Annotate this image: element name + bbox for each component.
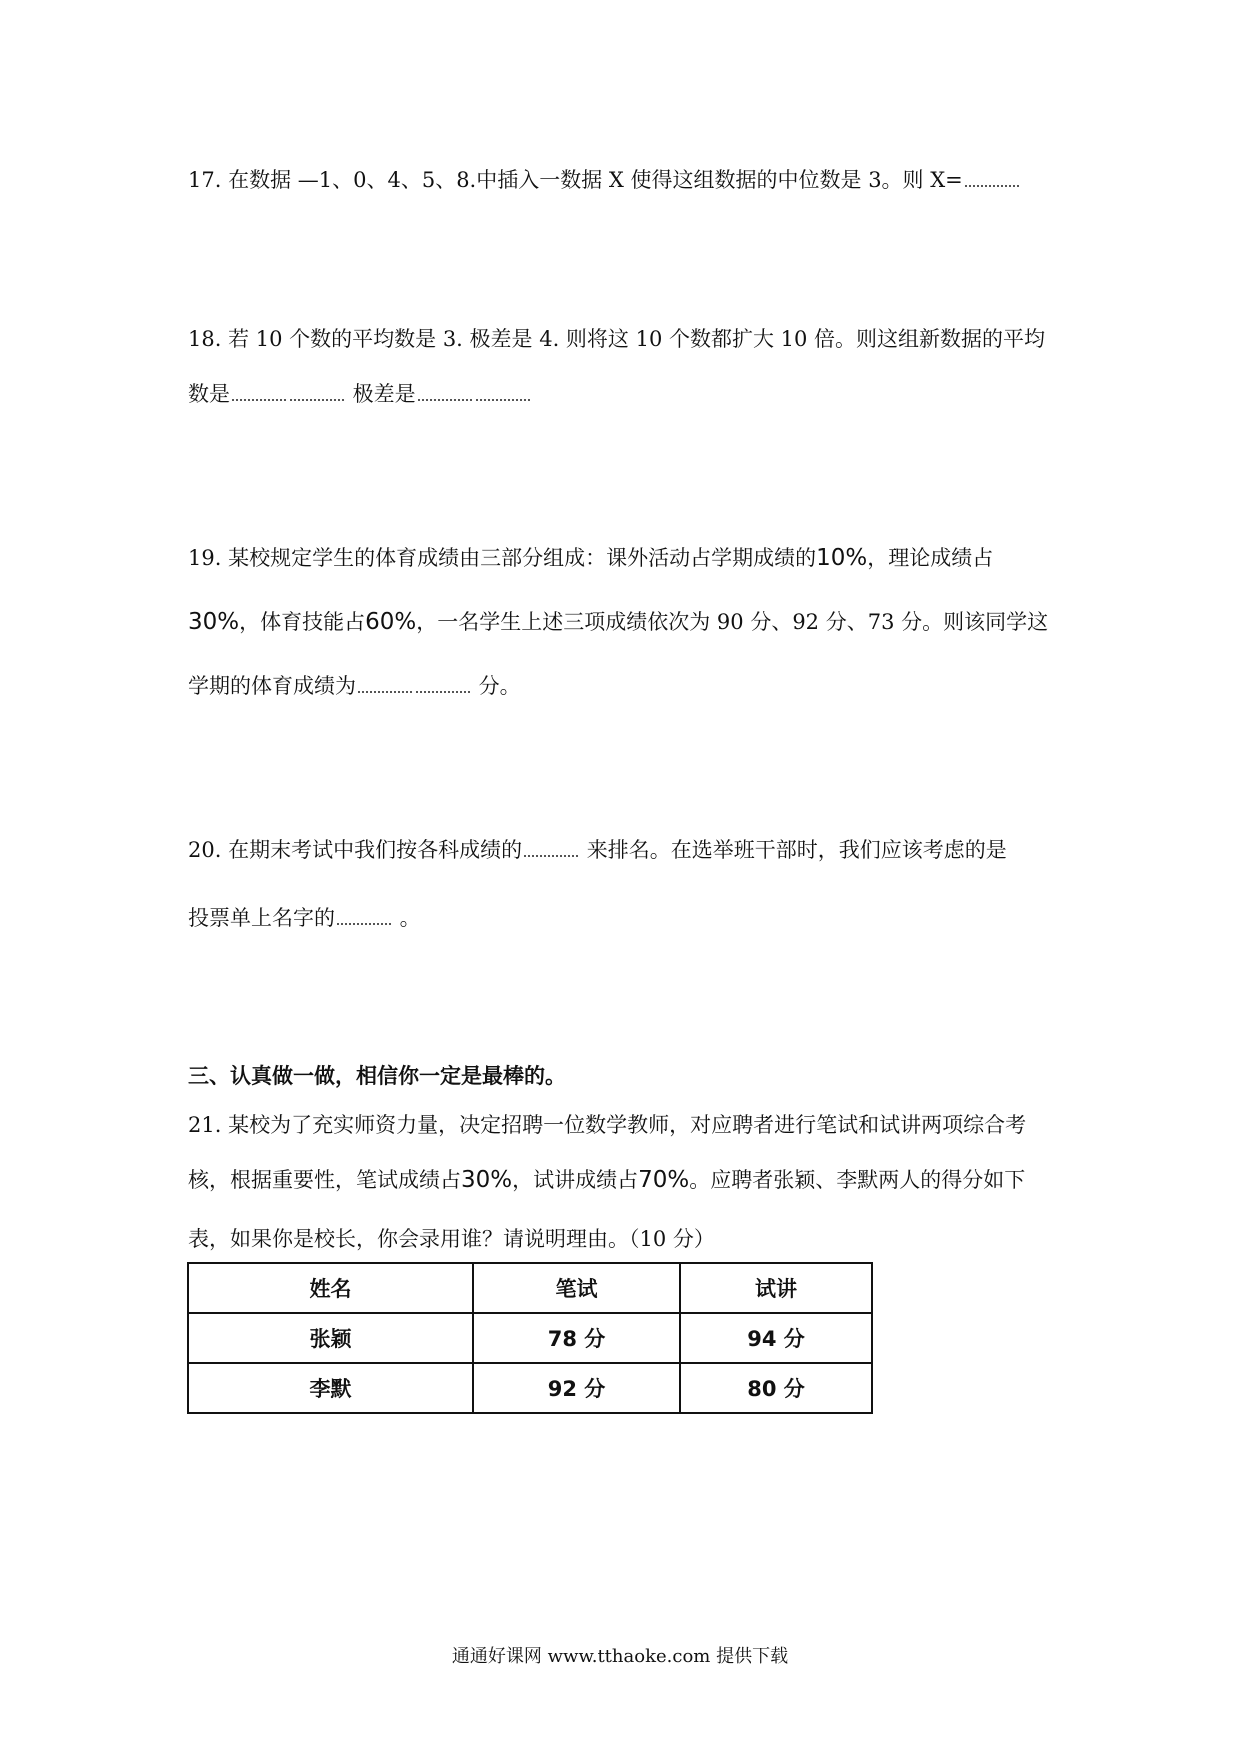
question-20-text: 。 bbox=[393, 906, 421, 930]
table-cell: 李默 bbox=[188, 1363, 473, 1413]
percent-value: 30% bbox=[461, 1167, 513, 1193]
table-header-cell: 姓名 bbox=[188, 1263, 473, 1313]
question-20-text: 来排名。在选举班干部时，我们应该考虑的是 bbox=[580, 838, 1007, 862]
percent-value: 10% bbox=[816, 545, 868, 571]
question-21-text: 核，根据重要性，笔试成绩占 bbox=[188, 1168, 461, 1192]
question-21-line-2 bbox=[188, 1166, 1025, 1194]
answer-blank bbox=[358, 673, 412, 693]
table-row bbox=[188, 1313, 872, 1363]
question-21-line-1 bbox=[188, 1111, 1026, 1139]
question-20-line-2 bbox=[188, 904, 421, 932]
table-row bbox=[188, 1363, 872, 1413]
percent-value: 30% bbox=[188, 609, 240, 635]
percent-value: 70% bbox=[638, 1167, 690, 1193]
question-19-text: 分。 bbox=[472, 674, 521, 698]
question-18-line-1 bbox=[188, 325, 1045, 353]
table-header-cell: 试讲 bbox=[680, 1263, 872, 1313]
section-heading-text: 三、认真做一做，相信你一定是最棒的。 bbox=[188, 1064, 566, 1088]
question-21-line-3 bbox=[188, 1225, 715, 1253]
answer-blank bbox=[337, 905, 391, 925]
table-header-row bbox=[188, 1263, 872, 1313]
question-19-line-1 bbox=[188, 544, 993, 572]
question-18-text: 极差是 bbox=[346, 382, 416, 406]
question-21-text: 。应聘者张颖、李默两人的得分如下 bbox=[689, 1168, 1026, 1192]
page-footer bbox=[0, 1642, 1240, 1668]
footer-text: 通通好课网 www.tthaoke.com 提供下载 bbox=[451, 1646, 789, 1667]
answer-blank bbox=[524, 837, 578, 857]
answer-blank bbox=[476, 381, 530, 401]
table-cell: 94 分 bbox=[680, 1313, 872, 1363]
table-cell: 张颖 bbox=[188, 1313, 473, 1363]
answer-blank bbox=[418, 381, 472, 401]
question-18-text: 数是 bbox=[188, 382, 230, 406]
question-21-text: ，试讲成绩占 bbox=[512, 1168, 639, 1192]
question-17 bbox=[188, 166, 1021, 194]
question-19-text: ，体育技能占 bbox=[239, 610, 366, 634]
question-21-text: 21. 某校为了充实师资力量，决定招聘一位数学教师，对应聘者进行笔试和试讲两项综合考 bbox=[188, 1113, 1027, 1137]
percent-value: 60% bbox=[365, 609, 417, 635]
table-cell: 80 分 bbox=[680, 1363, 872, 1413]
answer-blank bbox=[965, 167, 1019, 187]
question-19-text: ，一名学生上述三项成绩依次为 90 分、92 分、73 分。则该同学这 bbox=[416, 610, 1049, 634]
question-19-text: 19. 某校规定学生的体育成绩由三部分组成：课外活动占学期成绩的 bbox=[188, 546, 817, 570]
question-19-text: 学期的体育成绩为 bbox=[188, 674, 356, 698]
table-cell: 78 分 bbox=[473, 1313, 680, 1363]
table-header-cell: 笔试 bbox=[473, 1263, 680, 1313]
score-table bbox=[187, 1262, 873, 1414]
question-21-text: 表，如果你是校长，你会录用谁？请说明理由。（10 分） bbox=[188, 1227, 715, 1251]
question-18-line-2 bbox=[188, 380, 532, 408]
question-20-text: 投票单上名字的 bbox=[188, 906, 335, 930]
section-heading bbox=[188, 1062, 566, 1090]
table-cell: 92 分 bbox=[473, 1363, 680, 1413]
answer-blank bbox=[416, 673, 470, 693]
question-19-line-3 bbox=[188, 672, 521, 700]
question-18-text: 18. 若 10 个数的平均数是 3. 极差是 4. 则将这 10 个数都扩大 10 倍。则这组新数据的平均 bbox=[188, 327, 1046, 351]
question-19-text: ，理论成绩占 bbox=[867, 546, 994, 570]
question-20-line-1 bbox=[188, 836, 1007, 864]
question-20-text: 20. 在期末考试中我们按各科成绩的 bbox=[188, 838, 523, 862]
answer-blank bbox=[232, 381, 286, 401]
answer-blank bbox=[290, 381, 344, 401]
question-17-text: 17. 在数据 —1、0、4、5、8.中插入一数据 X 使得这组数据的中位数是 3。则 X= bbox=[188, 168, 963, 192]
question-19-line-2 bbox=[188, 608, 1048, 636]
